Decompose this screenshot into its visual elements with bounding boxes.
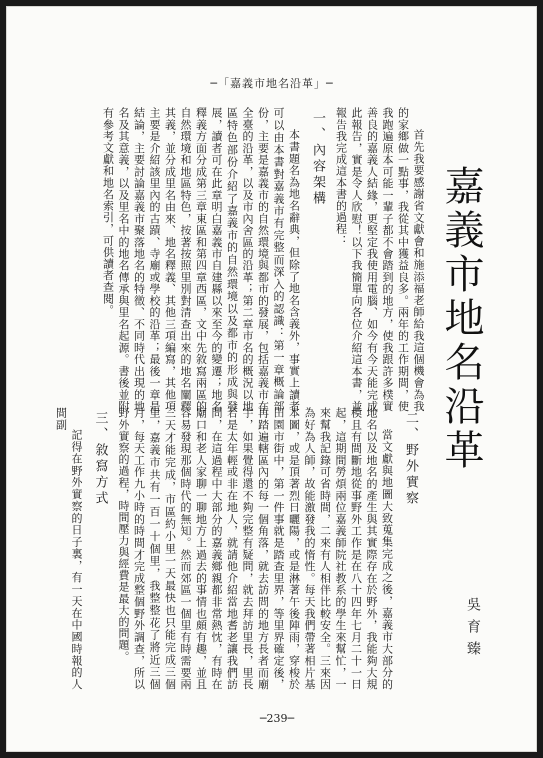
section-paragraph: 記得在野外實察的日子裏，有一天在中國時報的人間副 xyxy=(54,407,83,690)
section-heading: 二、野外實察 xyxy=(403,411,418,507)
section-heading: 一、內容架構 xyxy=(310,111,325,207)
section-paragraph: 當文獻與地圖大致蒐集完成之後，嘉義市大部分的地名以及地名的產生與其實際存在於野外，我能夠大規模且有間斷地從事野外工作是在八十四年七月二十一日起，這期間勞煩兩位嘉義師院社教系的學生來幫忙，一來幫我記錄可省時間，二來有人相伴比較安全。三來因為好為人師，故能激發我的惰性。每天我們帶著相片基本圖，或是頂著烈日曬陽，或是淋著午後陣雨，穿梭於田園市街中，第一件事就是踏查里界，等里界確定後，再踏遍轄區內的每一個角落，就去訪問的地方長者而廟宇，如果覺得還不夠完整有疑問，就去拜訪里長，里長若是太年輕或非在地人，就請他介紹當地耆老讓我們訪問，在這過程中大部分的嘉義鄉親都非常熱忱，有時在廟口和老人家聊一聊地方上過去的事情也頗有趣，並且容易發現那個時代的無知。然而郊區一個里有時需要兩三天才能完成，市區約小里一天最快也只能完成三個里，嘉義市共有一百一十個里，我整整花了將近三個月，每天工作九小時的時間才完成整個野外調查，所以野外實察的過程，時間壓力與經費是最大的問題。 xyxy=(117,407,394,690)
article-title: 嘉義市地名沿革 xyxy=(438,165,484,473)
preface-paragraph: 首先我要感謝省文獻會和施添福老師給我這個機會為我的家鄉做一點事，我從其中獲益良多。兩年的工作期間，使我跑遍原本可能一輩子都不會踏到的地方，使我跟許多樸實善良的嘉義人結緣，更堅定我使用電腦、如今有今天能完成此報告，實是令人欣慰！以下我簡單向各位介紹這本書，並報告我完成這本書的過程： xyxy=(334,107,425,412)
upper-text-block xyxy=(96,107,426,412)
author-name: 吳育臻 xyxy=(465,597,481,663)
section-heading: 三、敘寫方式 xyxy=(92,411,108,507)
running-header: ─「嘉義市地名沿革」─ xyxy=(210,77,334,90)
document-page xyxy=(6,6,537,752)
section-paragraph: 本書題名為地名辭典，但除了地名含義外，事實上讀者可以由本書對嘉義市有完整而深入的認識：第一章概論部份，主要是嘉義市的自然環境與都市的發展，包括嘉義市在全臺的沿革，以及市內舍區的沿革；第二章市名的概況以地區特色部份介紹了嘉義市的自然環境以及都市的形成與發展，讀者可在此章明白嘉義市自建縣以來至今的變遷；地名釋義方面分成第三章東區和第四章西區，文中先敘寫兩區的自然環境和地區特色，按著按照里別對清查出來的地名闡釋其義，並分成里名由來、地名釋義、其他三項編寫，其他項主要是介紹該里內的古蹟、寺廟或學校的沿革；最後一章是結論，主要討論嘉義市聚落地名的特徵、不同時代出現的地名及其意義，以及里名中的地名傳承與里名起源。書後並附有參考文獻和地名索引，可供讀者查閱。 xyxy=(101,107,301,412)
page-number: ─239─ xyxy=(259,712,295,725)
lower-text-block xyxy=(26,407,426,690)
